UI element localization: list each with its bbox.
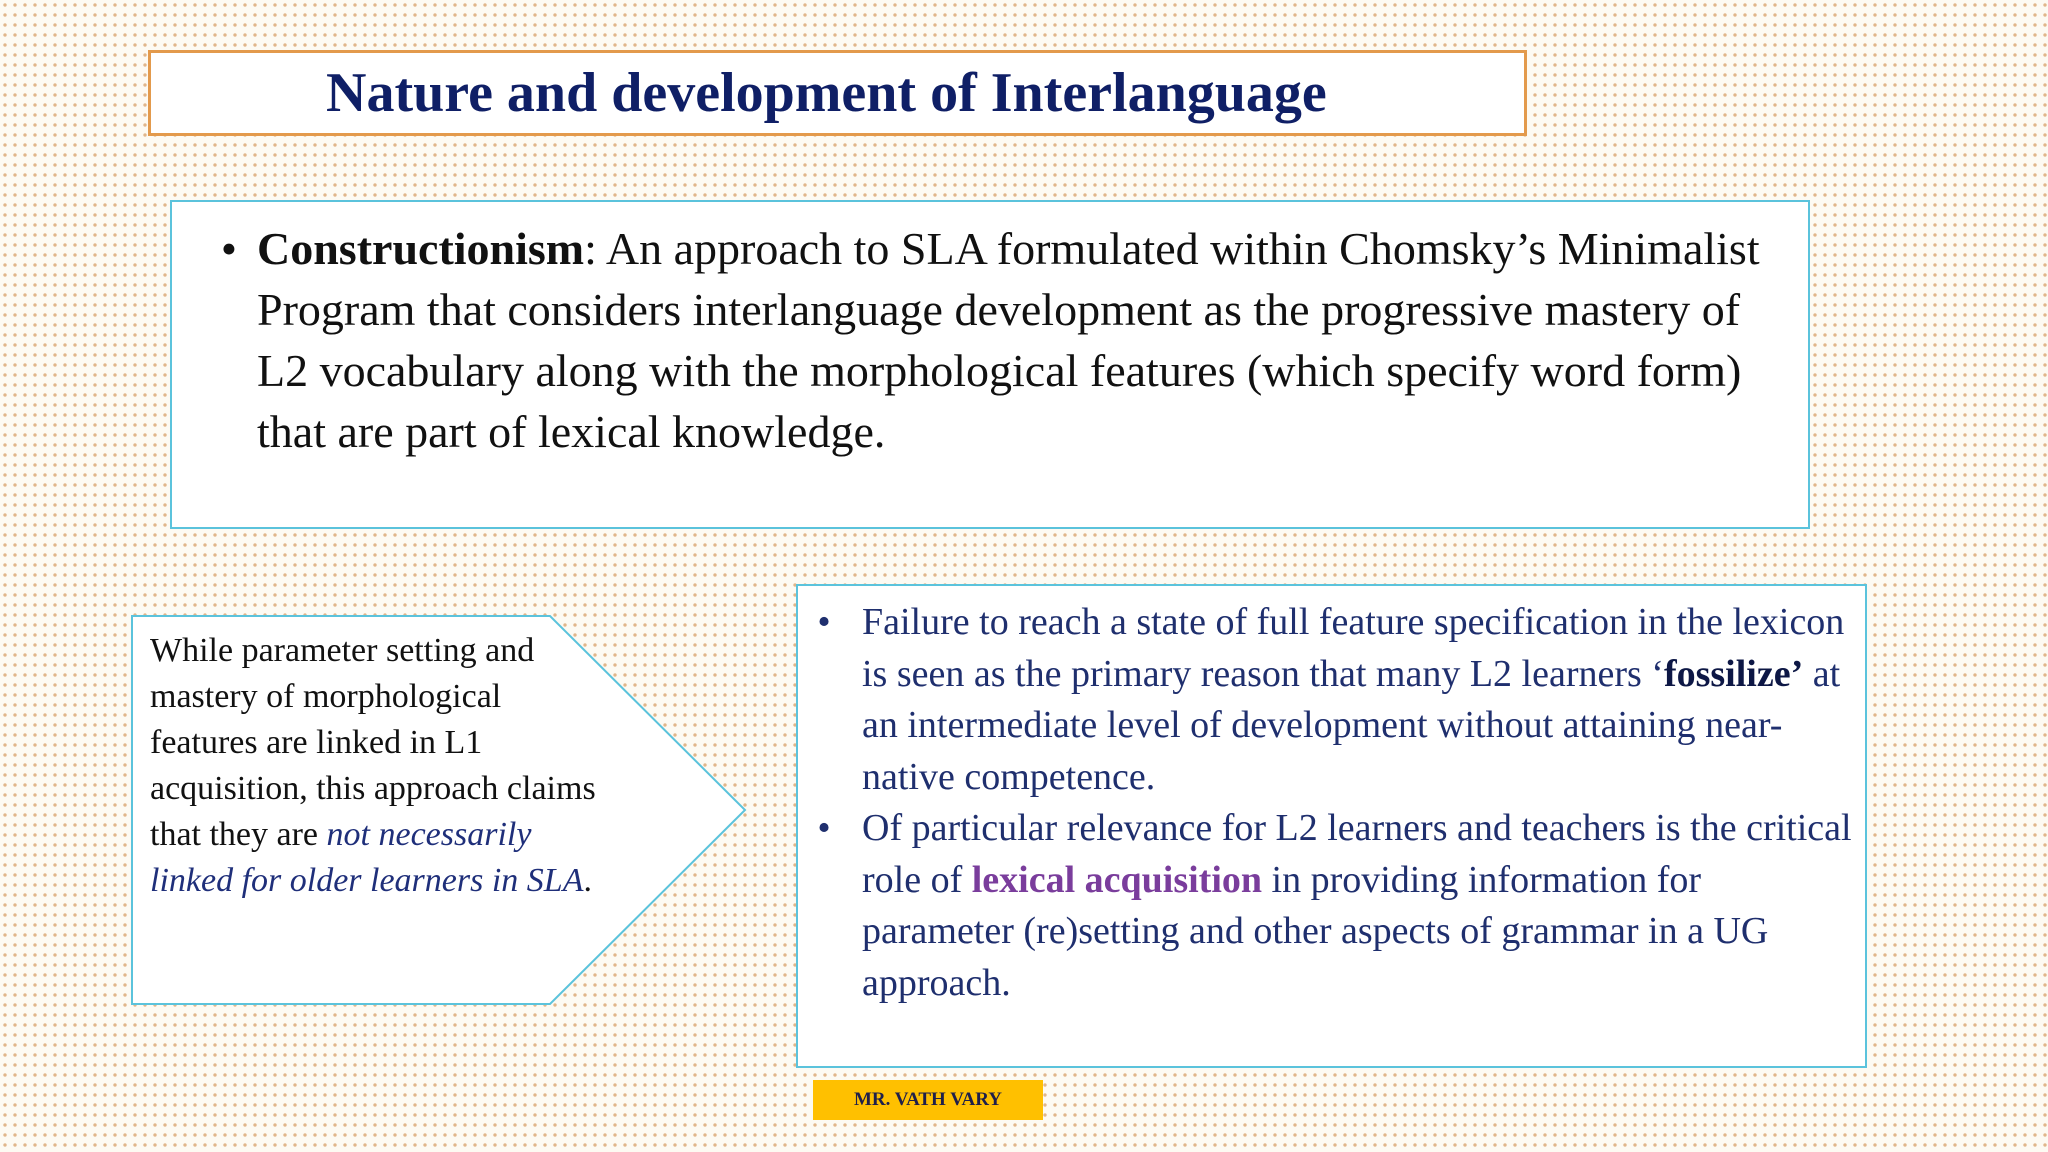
right-bullet-text xyxy=(862,803,1855,1009)
callout-emphasis: not necessarily linked for older learners in SLA xyxy=(150,816,584,899)
bullet-text-start: Of particular relevance for L2 learners and teachers is the critical role of xyxy=(862,807,1852,901)
presenter-name-badge: MR. VATH VARY xyxy=(813,1080,1043,1120)
main-bullet-row xyxy=(172,218,1768,462)
lexical-acquisition-term: lexical acquisition xyxy=(971,858,1263,901)
callout-text xyxy=(150,628,600,904)
right-bullet-row xyxy=(798,803,1855,1009)
main-definition-box xyxy=(170,200,1810,529)
main-bullet-text xyxy=(257,218,1768,462)
bullet-icon: • xyxy=(220,223,237,274)
slide-title: Nature and development of Interlanguage xyxy=(326,62,1327,124)
callout-text-end: . xyxy=(583,862,592,899)
bullet-icon: • xyxy=(817,601,831,643)
fossilize-term: fossilize’ xyxy=(1663,652,1804,695)
right-bullet-row xyxy=(798,597,1855,803)
callout-text-main: While parameter setting and mastery of morphological features are linked in L1 acquisition, this approach claims that they are xyxy=(150,632,596,853)
bullet-text-start: Failure to reach a state of full feature specification in the lexicon is seen as the primary reason that many L2 learners ‘ xyxy=(862,601,1845,695)
definition-text: : An approach to SLA formulated within Chomsky’s Minimalist Program that considers interlanguage development as the progressive mastery of L2 vocabulary along with the morphological features (which specify word form) that are part of lexical knowledge. xyxy=(257,223,1760,457)
title-box xyxy=(148,50,1527,136)
right-bullet-text xyxy=(862,597,1855,803)
bullet-text-end: in providing information for parameter (re)setting and other aspects of grammar in a UG approach. xyxy=(862,858,1769,1004)
term-constructionism: Constructionism xyxy=(257,223,585,274)
bullet-icon: • xyxy=(817,807,831,849)
right-bullets-box xyxy=(796,584,1867,1068)
bullet-text-end: at an intermediate level of development without attaining near-native competence. xyxy=(862,652,1841,798)
